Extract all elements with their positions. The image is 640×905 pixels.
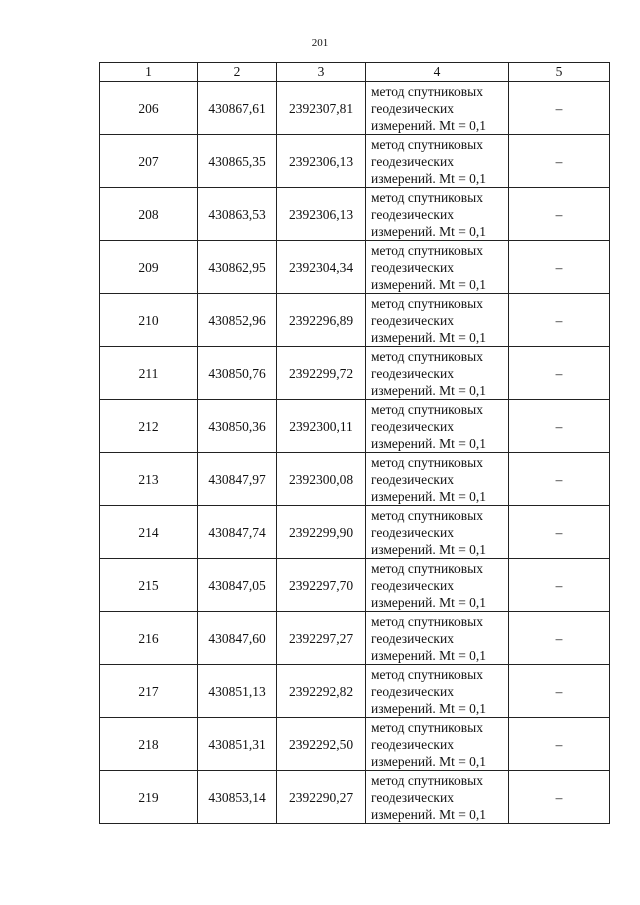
- method-cell: [366, 665, 509, 718]
- table-header: [100, 63, 610, 82]
- table-row: [100, 771, 610, 824]
- point-number-cell: 207: [100, 135, 198, 188]
- method-line: геодезических: [371, 259, 454, 275]
- note-cell: –: [509, 612, 610, 665]
- method-line: геодезических: [371, 577, 454, 593]
- method-line: измерений. Mt = 0,1: [371, 329, 487, 345]
- x-coordinate-cell: 430847,74: [198, 506, 277, 559]
- table-row: [100, 294, 610, 347]
- method-line: метод спутниковых: [371, 401, 483, 417]
- method-line: измерений. Mt = 0,1: [371, 647, 487, 663]
- method-line: метод спутниковых: [371, 348, 483, 364]
- table-row: [100, 612, 610, 665]
- method-cell: [366, 453, 509, 506]
- note-cell: –: [509, 506, 610, 559]
- x-coordinate-cell: 430862,95: [198, 241, 277, 294]
- y-coordinate-cell: 2392300,08: [277, 453, 366, 506]
- method-line: измерений. Mt = 0,1: [371, 276, 487, 292]
- point-number-cell: 214: [100, 506, 198, 559]
- y-coordinate-cell: 2392292,50: [277, 718, 366, 771]
- y-coordinate-cell: 2392296,89: [277, 294, 366, 347]
- method-line: метод спутниковых: [371, 454, 483, 470]
- method-line: геодезических: [371, 683, 454, 699]
- table-row: [100, 400, 610, 453]
- table-row: [100, 82, 610, 135]
- method-line: измерений. Mt = 0,1: [371, 488, 487, 504]
- y-coordinate-cell: 2392297,70: [277, 559, 366, 612]
- point-number-cell: 206: [100, 82, 198, 135]
- y-coordinate-cell: 2392304,34: [277, 241, 366, 294]
- note-cell: –: [509, 347, 610, 400]
- method-cell: [366, 347, 509, 400]
- method-cell: [366, 241, 509, 294]
- x-coordinate-cell: 430865,35: [198, 135, 277, 188]
- method-line: метод спутниковых: [371, 507, 483, 523]
- point-number-cell: 209: [100, 241, 198, 294]
- y-coordinate-cell: 2392307,81: [277, 82, 366, 135]
- method-line: метод спутниковых: [371, 560, 483, 576]
- point-number-cell: 217: [100, 665, 198, 718]
- note-cell: –: [509, 135, 610, 188]
- column-header-2: 2: [198, 63, 277, 82]
- method-line: метод спутниковых: [371, 136, 483, 152]
- note-cell: –: [509, 400, 610, 453]
- method-line: геодезических: [371, 471, 454, 487]
- x-coordinate-cell: 430863,53: [198, 188, 277, 241]
- y-coordinate-cell: 2392306,13: [277, 188, 366, 241]
- point-number-cell: 213: [100, 453, 198, 506]
- method-line: метод спутниковых: [371, 772, 483, 788]
- method-line: измерений. Mt = 0,1: [371, 541, 487, 557]
- point-number-cell: 211: [100, 347, 198, 400]
- table-body: [100, 82, 610, 824]
- method-cell: [366, 506, 509, 559]
- note-cell: –: [509, 718, 610, 771]
- method-line: измерений. Mt = 0,1: [371, 753, 487, 769]
- point-number-cell: 219: [100, 771, 198, 824]
- y-coordinate-cell: 2392290,27: [277, 771, 366, 824]
- coordinates-table: [99, 62, 610, 824]
- x-coordinate-cell: 430851,13: [198, 665, 277, 718]
- x-coordinate-cell: 430852,96: [198, 294, 277, 347]
- y-coordinate-cell: 2392292,82: [277, 665, 366, 718]
- table-row: [100, 665, 610, 718]
- method-line: измерений. Mt = 0,1: [371, 435, 487, 451]
- method-line: измерений. Mt = 0,1: [371, 700, 487, 716]
- table-row: [100, 453, 610, 506]
- method-line: геодезических: [371, 418, 454, 434]
- method-line: метод спутниковых: [371, 666, 483, 682]
- table-row: [100, 559, 610, 612]
- y-coordinate-cell: 2392306,13: [277, 135, 366, 188]
- header-row: [100, 63, 610, 82]
- method-line: измерений. Mt = 0,1: [371, 382, 487, 398]
- note-cell: –: [509, 82, 610, 135]
- column-header-3: 3: [277, 63, 366, 82]
- note-cell: –: [509, 453, 610, 506]
- method-line: метод спутниковых: [371, 613, 483, 629]
- point-number-cell: 218: [100, 718, 198, 771]
- method-line: геодезических: [371, 365, 454, 381]
- point-number-cell: 208: [100, 188, 198, 241]
- x-coordinate-cell: 430853,14: [198, 771, 277, 824]
- table-row: [100, 135, 610, 188]
- note-cell: –: [509, 294, 610, 347]
- point-number-cell: 212: [100, 400, 198, 453]
- note-cell: –: [509, 665, 610, 718]
- column-header-5: 5: [509, 63, 610, 82]
- x-coordinate-cell: 430847,05: [198, 559, 277, 612]
- method-line: геодезических: [371, 630, 454, 646]
- table-row: [100, 718, 610, 771]
- method-cell: [366, 400, 509, 453]
- method-line: геодезических: [371, 524, 454, 540]
- y-coordinate-cell: 2392297,27: [277, 612, 366, 665]
- method-line: измерений. Mt = 0,1: [371, 223, 487, 239]
- method-line: измерений. Mt = 0,1: [371, 806, 487, 822]
- note-cell: –: [509, 559, 610, 612]
- table-row: [100, 241, 610, 294]
- table-row: [100, 188, 610, 241]
- method-line: геодезических: [371, 100, 454, 116]
- x-coordinate-cell: 430850,36: [198, 400, 277, 453]
- method-line: метод спутниковых: [371, 189, 483, 205]
- method-line: геодезических: [371, 736, 454, 752]
- method-line: измерений. Mt = 0,1: [371, 170, 487, 186]
- x-coordinate-cell: 430851,31: [198, 718, 277, 771]
- y-coordinate-cell: 2392299,90: [277, 506, 366, 559]
- method-cell: [366, 82, 509, 135]
- x-coordinate-cell: 430847,97: [198, 453, 277, 506]
- note-cell: –: [509, 188, 610, 241]
- table-row: [100, 347, 610, 400]
- method-cell: [366, 135, 509, 188]
- method-cell: [366, 771, 509, 824]
- method-line: метод спутниковых: [371, 719, 483, 735]
- method-line: метод спутниковых: [371, 83, 483, 99]
- point-number-cell: 216: [100, 612, 198, 665]
- y-coordinate-cell: 2392299,72: [277, 347, 366, 400]
- method-line: геодезических: [371, 206, 454, 222]
- method-line: измерений. Mt = 0,1: [371, 594, 487, 610]
- column-header-4: 4: [366, 63, 509, 82]
- method-line: измерений. Mt = 0,1: [371, 117, 487, 133]
- method-cell: [366, 559, 509, 612]
- method-line: геодезических: [371, 312, 454, 328]
- note-cell: –: [509, 241, 610, 294]
- column-header-1: 1: [100, 63, 198, 82]
- point-number-cell: 210: [100, 294, 198, 347]
- x-coordinate-cell: 430867,61: [198, 82, 277, 135]
- x-coordinate-cell: 430847,60: [198, 612, 277, 665]
- method-line: геодезических: [371, 789, 454, 805]
- method-line: метод спутниковых: [371, 295, 483, 311]
- x-coordinate-cell: 430850,76: [198, 347, 277, 400]
- y-coordinate-cell: 2392300,11: [277, 400, 366, 453]
- method-cell: [366, 612, 509, 665]
- method-cell: [366, 718, 509, 771]
- note-cell: –: [509, 771, 610, 824]
- method-line: геодезических: [371, 153, 454, 169]
- method-cell: [366, 294, 509, 347]
- method-cell: [366, 188, 509, 241]
- page-number: 201: [311, 37, 329, 49]
- method-line: метод спутниковых: [371, 242, 483, 258]
- point-number-cell: 215: [100, 559, 198, 612]
- table-row: [100, 506, 610, 559]
